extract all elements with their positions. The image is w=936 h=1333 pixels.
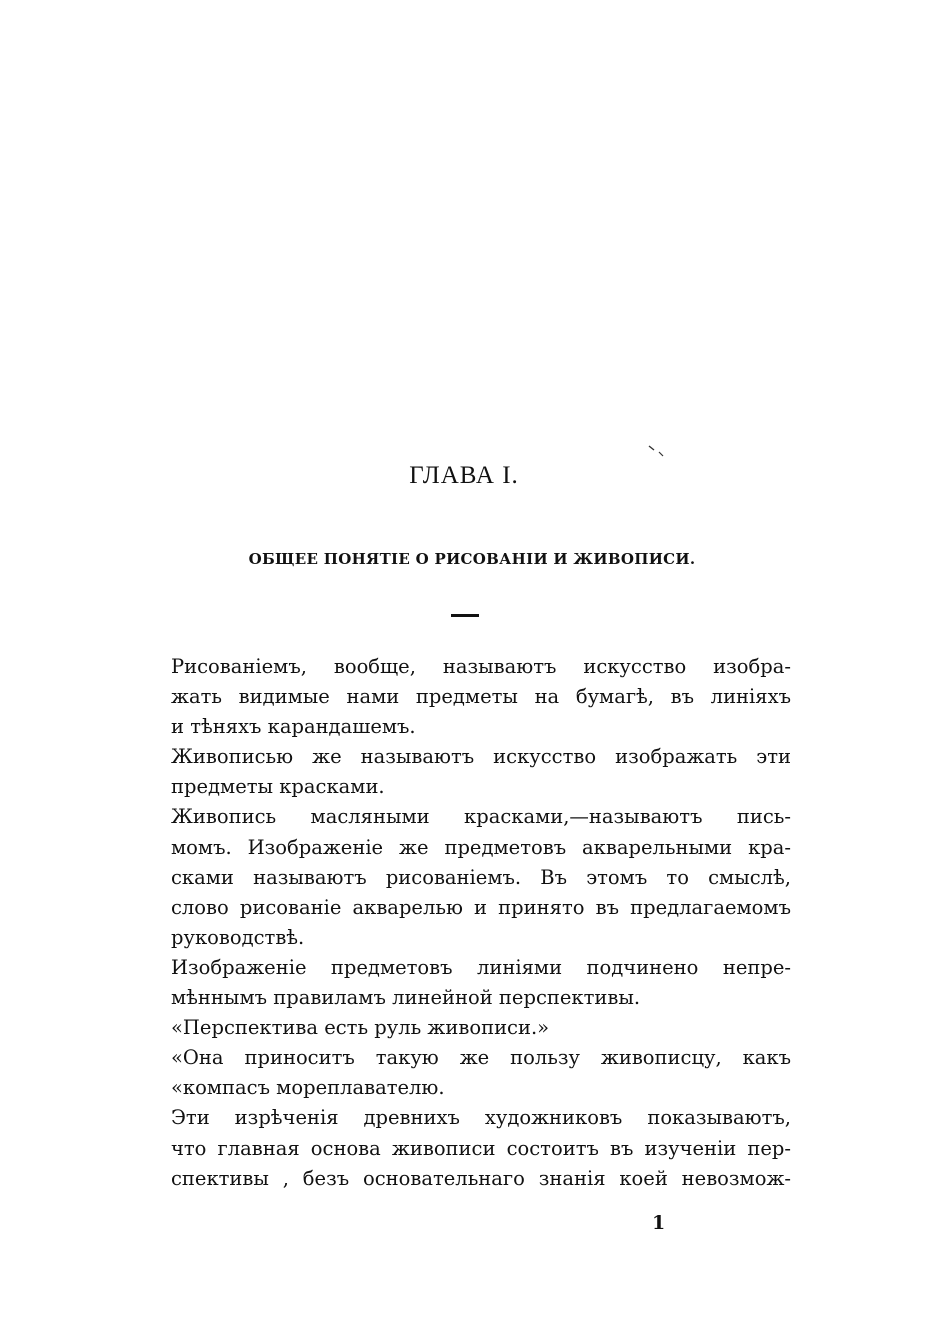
text-line: Живопись масляными красками,—называютъ пись-: [171, 805, 791, 829]
text-line: жать видимые нами предметы на бумагѣ, въ линіяхъ: [171, 685, 791, 709]
text-line: руководствѣ.: [171, 925, 305, 949]
chapter-subtitle: ОБЩЕЕ ПОНЯТІЕ О РИСОВАНІИ И ЖИВОПИСИ.: [248, 550, 696, 568]
text-line: Эти изрѣченія древнихъ художниковъ показываютъ,: [171, 1106, 791, 1130]
chapter-heading: ГЛАВА I.: [409, 462, 519, 489]
page-number: 1: [652, 1212, 666, 1234]
section-divider: [451, 614, 479, 617]
text-line: слово рисованіе акварелью и принято въ предлагаемомъ: [171, 895, 791, 919]
text-line: Живописью же называютъ искусство изображать эти: [171, 745, 791, 769]
text-line: спективы , безъ основательнаго знанія коей невозмож-: [171, 1166, 791, 1190]
text-line: «Она приноситъ такую же пользу живописцу, какъ: [171, 1046, 791, 1070]
text-line: Рисованіемъ, вообще, называютъ искусство изобра-: [171, 655, 791, 678]
text-line: предметы красками.: [171, 775, 385, 799]
text-line: «Перспектива есть руль живописи.»: [171, 1016, 550, 1040]
body-text: [171, 652, 791, 1194]
ink-speck-mark: [648, 444, 664, 458]
text-line: «компасъ мореплавателю.: [171, 1076, 445, 1100]
text-line: момъ. Изображеніе же предметовъ акварельными кра-: [171, 835, 791, 859]
text-line: что главная основа живописи состоитъ въ изученіи пер-: [171, 1136, 791, 1160]
text-line: сками называютъ рисованіемъ. Въ этомъ то смыслѣ,: [171, 865, 791, 889]
text-line: мѣннымъ правиламъ линейной перспективы.: [171, 986, 641, 1010]
text-line: и тѣняхъ карандашемъ.: [171, 715, 416, 739]
text-line: Изображеніе предметовъ линіями подчинено непре-: [171, 955, 791, 979]
